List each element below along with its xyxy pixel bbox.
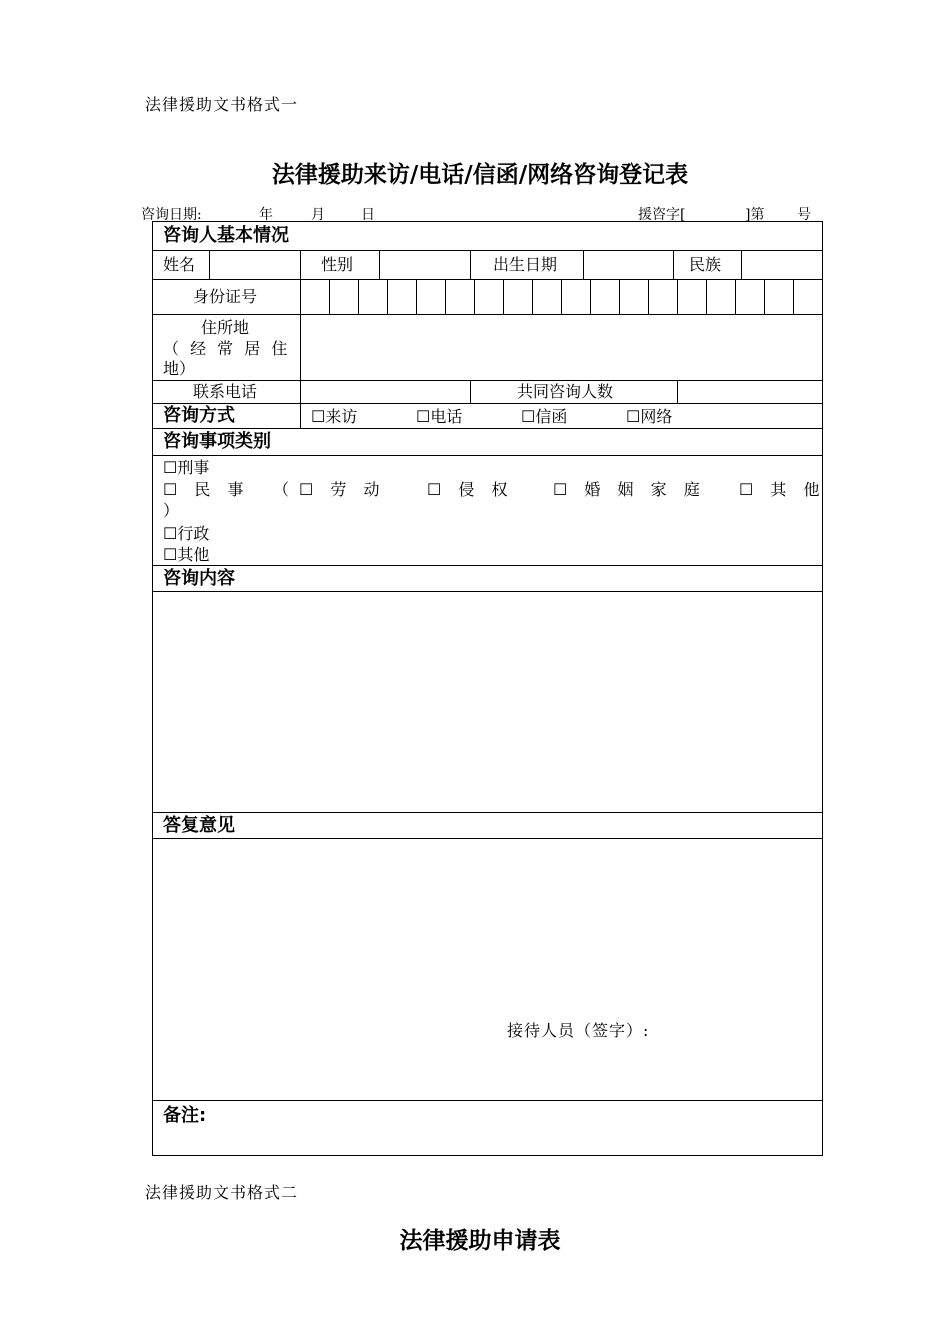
case-number-prefix: 援咨字[ (638, 207, 686, 223)
col-divider (470, 250, 471, 279)
id-digit-box[interactable] (446, 280, 473, 313)
section-basic-info: 咨询人基本情况 (163, 225, 289, 246)
method-visit-option[interactable]: ☐来访 (311, 407, 358, 426)
civil-paren-close: ） (163, 501, 180, 520)
receiver-signature-label: 接待人员（签字）: (507, 1021, 650, 1040)
section-consult-method: 咨询方式 (163, 405, 235, 426)
id-digit-box[interactable] (649, 280, 676, 313)
case-number-suffix: 号 (797, 207, 811, 223)
id-number-label: 身份证号 (193, 287, 258, 306)
phone-label: 联系电话 (193, 382, 258, 401)
section-matter-category: 咨询事项类别 (163, 431, 271, 452)
id-digit-box[interactable] (678, 280, 705, 313)
category-civil-option[interactable]: ☐ 民 事 (163, 480, 250, 499)
id-digit-box[interactable] (359, 280, 386, 313)
ethnicity-field[interactable] (742, 251, 822, 278)
row-divider (153, 1100, 822, 1101)
method-online-option[interactable]: ☐网络 (626, 407, 673, 426)
form-title: 法律援助来访/电话/信函/网络咨询登记表 (271, 162, 689, 188)
section-consult-content: 咨询内容 (163, 568, 235, 589)
id-digit-box[interactable] (794, 280, 821, 313)
civil-tort-option[interactable]: ☐ 侵 权 (427, 480, 514, 499)
id-digit-box[interactable] (736, 280, 763, 313)
id-digit-box[interactable] (504, 280, 531, 313)
address-label: 住所地 (201, 318, 250, 337)
col-divider (300, 250, 301, 279)
section-reply-opinion: 答复意见 (163, 815, 235, 836)
method-letter-option[interactable]: ☐信函 (521, 407, 568, 426)
row-divider (153, 455, 822, 456)
date-year: 年 (259, 207, 273, 223)
address-field[interactable] (301, 315, 822, 379)
address-label-end: 地） (163, 359, 196, 378)
name-field[interactable] (210, 251, 299, 278)
consult-date-label: 咨询日期: (141, 207, 202, 223)
ethnicity-label: 民族 (689, 255, 722, 274)
id-digit-box[interactable] (765, 280, 792, 313)
birthdate-label: 出生日期 (493, 255, 558, 274)
id-digit-box[interactable] (301, 280, 328, 313)
row-divider (153, 812, 822, 813)
gender-field[interactable] (380, 251, 469, 278)
row-divider (153, 428, 822, 429)
civil-paren-open: （ (273, 480, 290, 499)
name-label: 姓名 (163, 255, 196, 274)
id-digit-box[interactable] (475, 280, 502, 313)
id-digit-box[interactable] (707, 280, 734, 313)
id-digit-box[interactable] (330, 280, 357, 313)
phone-field[interactable] (301, 381, 469, 402)
id-digit-box[interactable] (388, 280, 415, 313)
date-day: 日 (361, 207, 375, 223)
id-digit-box[interactable] (533, 280, 560, 313)
consult-content-area[interactable] (154, 592, 821, 811)
id-digit-box[interactable] (562, 280, 589, 313)
reply-opinion-area[interactable] (154, 839, 821, 1099)
category-other-option[interactable]: ☐其他 (163, 545, 210, 564)
row-divider (153, 403, 822, 404)
civil-labor-option[interactable]: ☐ 劳 动 (299, 480, 386, 499)
section-remarks: 备注: (163, 1105, 207, 1126)
id-digit-box[interactable] (620, 280, 647, 313)
birthdate-field[interactable] (584, 251, 672, 278)
gender-label: 性别 (321, 255, 354, 274)
date-month: 月 (311, 207, 325, 223)
case-number-middle: ]第 (745, 207, 765, 223)
consultation-form (152, 221, 826, 1156)
col-divider (470, 380, 471, 403)
civil-other-option[interactable]: ☐ 其 他 (739, 480, 826, 499)
co-consultant-count-label: 共同咨询人数 (517, 382, 614, 401)
row-divider (153, 565, 822, 566)
id-digit-box[interactable] (591, 280, 618, 313)
category-admin-option[interactable]: ☐行政 (163, 524, 210, 543)
co-consultant-count-field[interactable] (678, 381, 822, 402)
id-digit-box[interactable] (417, 280, 444, 313)
category-criminal-option[interactable]: ☐刑事 (163, 458, 210, 477)
col-divider (673, 250, 674, 279)
format-label-2: 法律援助文书格式二 (145, 1183, 299, 1202)
format-label-1: 法律援助文书格式一 (145, 95, 299, 114)
civil-family-option[interactable]: ☐ 婚 姻 家 庭 (553, 480, 706, 499)
method-phone-option[interactable]: ☐电话 (416, 407, 463, 426)
application-form-title: 法律援助申请表 (399, 1228, 561, 1254)
address-label-paren: （ 经 常 居 住 (163, 339, 291, 358)
